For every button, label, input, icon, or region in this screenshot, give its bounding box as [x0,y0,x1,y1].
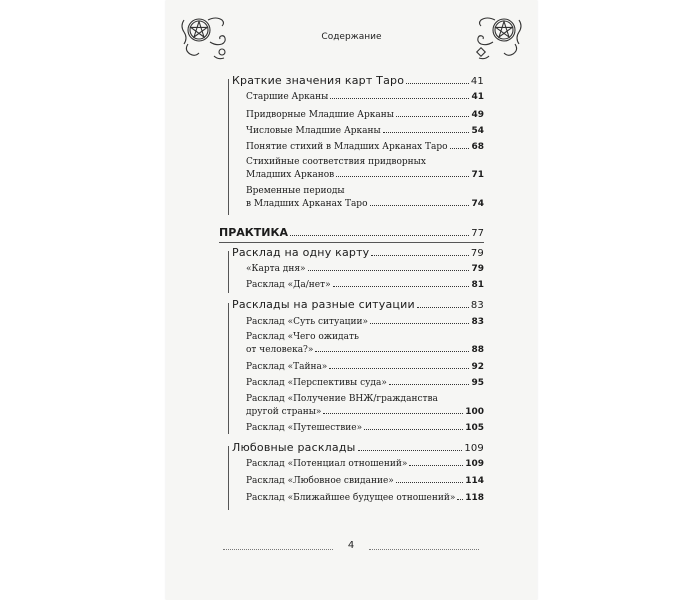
toc-chapter-entry[interactable] [232,246,484,259]
book-page [166,0,537,600]
toc-page-number: 95 [471,378,484,388]
dot-leader [389,384,470,385]
toc-page-number: 92 [471,362,484,372]
toc-item-entry[interactable] [246,362,484,372]
toc-item-entry[interactable] [246,142,484,152]
section-rule [228,251,229,293]
toc-item-title: Расклад «Перспективы суда» [246,378,387,388]
toc-item-entry[interactable] [246,280,484,290]
toc-chapter-entry[interactable] [232,441,484,454]
section-rule [228,303,229,434]
toc-item-entry[interactable] [246,493,484,503]
dot-leader [315,351,469,352]
toc-item-title: Младших Арканов [246,170,335,180]
toc-page-number: 74 [471,199,484,209]
dot-leader [323,413,463,414]
toc-item-title: Старшие Арканы [246,92,329,102]
toc-page-number: 41 [471,92,484,102]
page-header-title: Содержание [321,32,382,42]
toc-item-title: Расклад «Суть ситуации» [246,317,368,327]
toc-item-entry[interactable] [246,126,484,136]
toc-item-title: Числовые Младшие Арканы [246,126,381,136]
toc-item-title: Расклад «Да/нет» [246,280,331,290]
dot-leader [370,205,470,206]
toc-page-number: 100 [465,407,484,417]
dot-leader [308,270,470,271]
toc-chapter-entry[interactable] [232,298,484,311]
toc-part-entry[interactable] [219,226,484,239]
dot-leader [333,286,470,287]
footer-dotted-line [223,549,333,550]
toc-page-number: 77 [471,228,484,239]
toc-page-number: 114 [465,476,484,486]
toc-item-entry[interactable] [246,345,484,355]
toc-item-entry[interactable] [246,459,484,469]
table-of-contents [166,0,537,600]
toc-item-title: другой страны» [246,407,322,417]
toc-item-entry[interactable] [246,199,484,209]
toc-item-title: «Карта дня» [246,264,306,274]
dot-leader [409,465,463,466]
dot-leader [290,235,469,236]
toc-page-number: 88 [471,345,484,355]
dot-leader [383,132,470,133]
dot-leader [329,368,469,369]
toc-item-title-line1: Временные периоды [246,186,345,196]
toc-item-title: в Младших Арканах Таро [246,199,368,209]
toc-page-number: 71 [471,170,484,180]
dot-leader [336,176,469,177]
dot-leader [450,148,470,149]
toc-item-entry[interactable] [246,264,484,274]
toc-chapter-title: Расклады на разные ситуации [232,298,415,311]
toc-item-title: Расклад «Ближайшее будущее отношений» [246,493,456,503]
dot-leader [396,116,470,117]
toc-page-number: 83 [470,300,484,311]
toc-page-number: 79 [471,264,484,274]
section-rule [228,446,229,510]
toc-part-title: ПРАКТИКА [219,226,288,239]
toc-item-title-line1: Расклад «Получение ВНЖ/гражданства [246,394,438,404]
toc-page-number: 105 [465,423,484,433]
section-rule [228,79,229,215]
toc-item-title: Понятие стихий в Младших Арканах Таро [246,142,448,152]
toc-page-number: 49 [471,110,484,120]
toc-item-title-line1: Стихийные соответствия придворных [246,157,426,167]
toc-page-number: 54 [471,126,484,136]
toc-item-entry[interactable] [246,170,484,180]
toc-item-title: Придворные Младшие Арканы [246,110,394,120]
toc-page-number: 83 [471,317,484,327]
toc-item-title: Расклад «Любовное свидание» [246,476,394,486]
toc-chapter-title: Краткие значения карт Таро [232,74,405,87]
toc-item-entry[interactable] [246,317,484,327]
dot-leader [417,307,469,308]
dot-leader [371,255,468,256]
toc-page-number: 68 [471,142,484,152]
toc-item-title: Расклад «Тайна» [246,362,328,372]
dot-leader [396,482,463,483]
toc-item-title: Расклад «Путешествие» [246,423,363,433]
toc-chapter-entry[interactable] [232,74,484,87]
toc-item-entry[interactable] [246,92,484,102]
page-number: 4 [347,540,355,551]
toc-chapter-title: Любовные расклады [232,441,356,454]
toc-item-title: Расклад «Потенциал отношений» [246,459,408,469]
dot-leader [370,323,469,324]
toc-page-number: 109 [464,443,484,454]
dot-leader [364,429,463,430]
toc-chapter-title: Расклад на одну карту [232,246,370,259]
toc-item-title-line1: Расклад «Чего ожидать [246,332,359,342]
toc-item-title: от человека?» [246,345,314,355]
footer-dotted-line [369,549,479,550]
dot-leader [406,83,469,84]
toc-item-entry[interactable] [246,476,484,486]
toc-item-entry[interactable] [246,423,484,433]
toc-page-number: 41 [470,76,484,87]
part-divider [219,242,484,243]
toc-item-entry[interactable] [246,378,484,388]
toc-item-entry[interactable] [246,110,484,120]
dot-leader [330,98,469,99]
toc-page-number: 118 [465,493,484,503]
toc-page-number: 81 [471,280,484,290]
dot-leader [457,499,463,500]
toc-item-entry[interactable] [246,407,484,417]
dot-leader [358,450,463,451]
toc-page-number: 79 [470,248,484,259]
toc-page-number: 109 [465,459,484,469]
